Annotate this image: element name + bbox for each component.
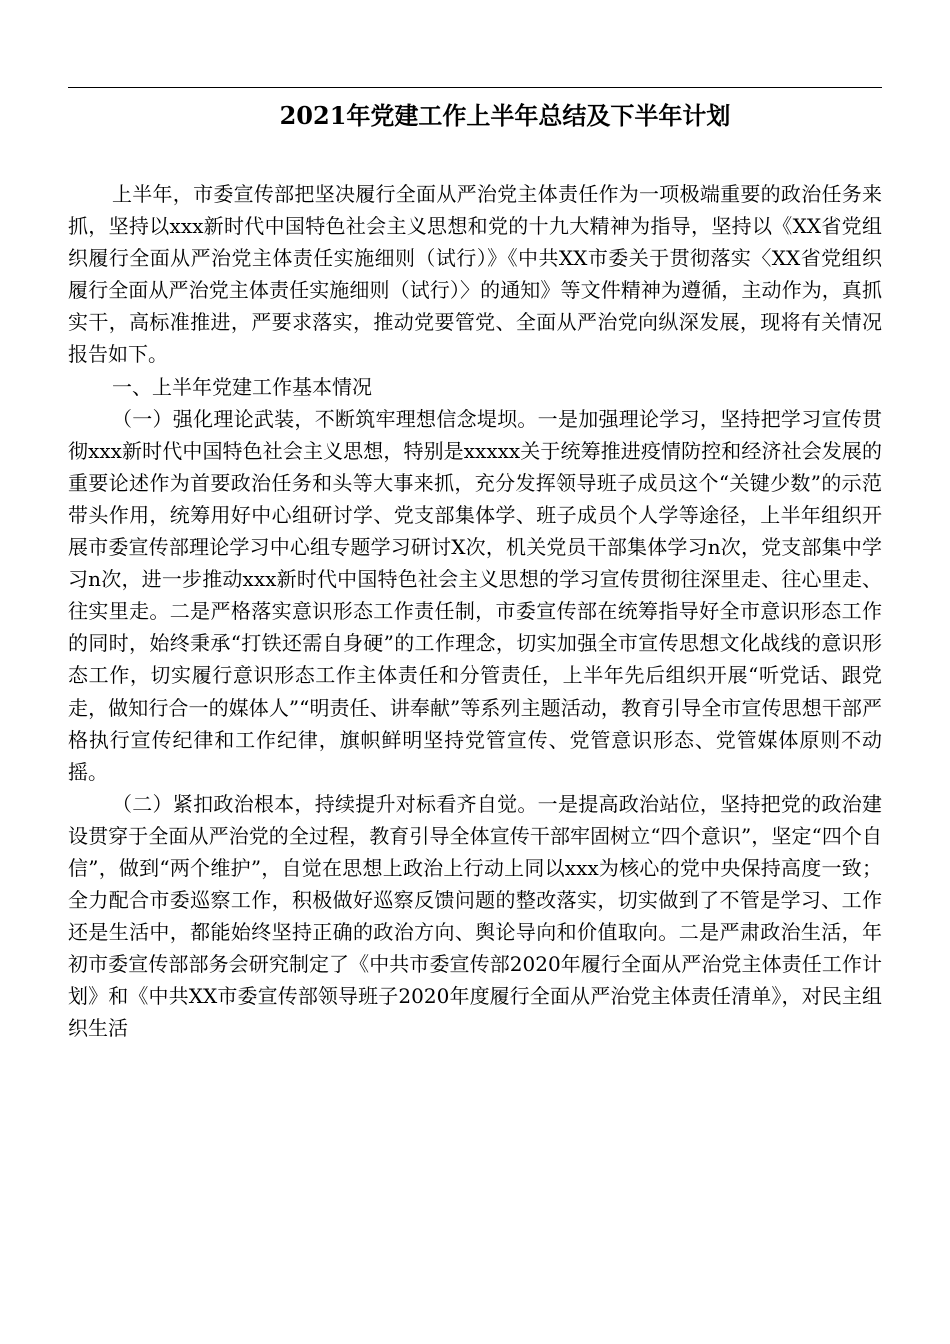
intro-paragraph: 上半年，市委宣传部把坚决履行全面从严治党主体责任作为一项极端重要的政治任务来抓，坚持以xxx新时代中国特色社会主义思想和党的十九大精神为指导，坚持以《XX省党组织履行全面从严治党主体责任实施细则（试行）》《中共XX市委关于贯彻落实〈XX省党组织履行全面从严治党主体责任实施细则（试行）〉的通知》等文件精神为遵循，主动作为，真抓实干，高标准推进，严要求落实，推动党要管党、全面从严治党向纵深发展，现将有关情况报告如下。 bbox=[68, 182, 882, 367]
paragraph-theory: （一）强化理论武装，不断筑牢理想信念堤坝。一是加强理论学习，坚持把学习宣传贯彻xxx新时代中国特色社会主义思想，特别是xxxxx关于统筹推进疫情防控和经济社会发展的重要论述作为首要政治任务和头等大事来抓，充分发挥领导班子成员这个“关键少数”的示范带头作用，统筹用好中心组研讨学、党支部集体学、班子成员个人学等途径，上半年组织开展市委宣传部理论学习中心组专题学习研讨X次，机关党员干部集体学习n次，党支部集中学习n次，进一步推动xxx新时代中国特色社会主义思想的学习宣传贯彻往深里走、往心里走、往实里走。二是严格落实意识形态工作责任制，市委宣传部在统筹指导好全市意识形态工作的同时，始终秉承“打铁还需自身硬”的工作理念，切实加强全市宣传思想文化战线的意识形态工作，切实履行意识形态工作主体责任和分管责任，上半年先后组织开展“听党话、跟党走，做知行合一的媒体人”“明责任、讲奉献”等系列主题活动，教育引导全市宣传思想干部严格执行宣传纪律和工作纪律，旗帜鲜明坚持党管宣传、党管意识形态、党管媒体原则不动摇。 bbox=[68, 406, 882, 784]
paragraph-politics: （二）紧扣政治根本，持续提升对标看齐自觉。一是提高政治站位，坚持把党的政治建设贯穿于全面从严治党的全过程，教育引导全体宣传干部牢固树立“四个意识”，坚定“四个自信”，做到“两个维护”，自觉在思想上政治上行动上同以xxx为核心的党中央保持高度一致；全力配合市委巡察工作，积极做好巡察反馈问题的整改落实，切实做到了不管是学习、工作还是生活中，都能始终坚持正确的政治方向、舆论导向和价值取向。二是严肃政治生活，年初市委宣传部部务会研究制定了《中共市委宣传部2020年履行全面从严治党主体责任工作计划》和《中共XX市委宣传部领导班子2020年度履行全面从严治党主体责任清单》，对民主组织生活 bbox=[68, 791, 882, 1041]
header-rule bbox=[68, 87, 882, 88]
document-title: 2021年党建工作上半年总结及下半年计划 bbox=[279, 101, 731, 130]
document-body bbox=[68, 178, 882, 1045]
section-heading: 一、上半年党建工作基本情况 bbox=[112, 374, 372, 399]
